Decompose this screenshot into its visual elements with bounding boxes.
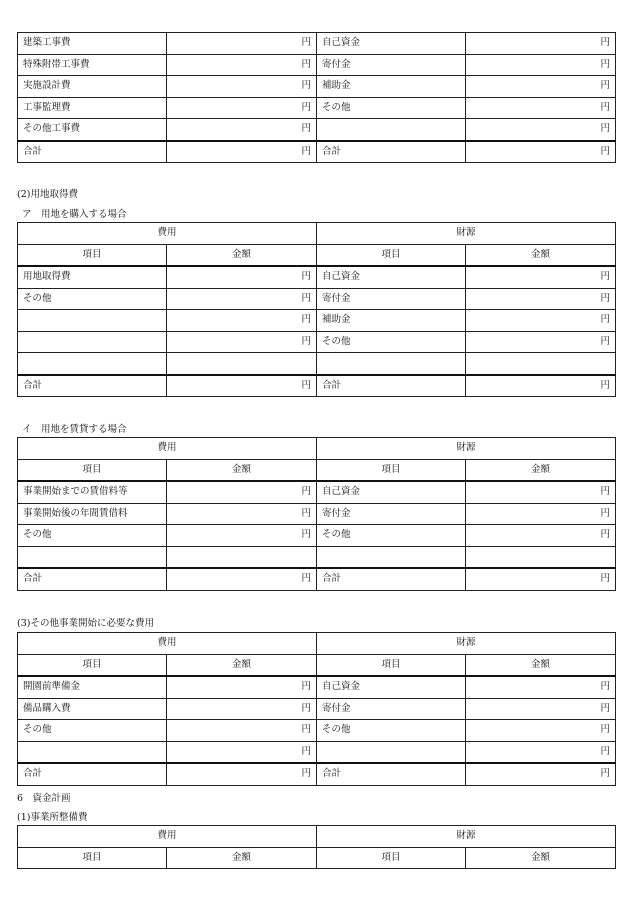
fund-amount: 円 — [466, 331, 616, 353]
header-item: 項目 — [18, 654, 167, 676]
cost-amount: 円 — [167, 266, 317, 288]
fund-item — [317, 119, 466, 141]
total-label: 合計 — [317, 141, 466, 163]
table-header-row — [18, 633, 616, 655]
cost-amount: 円 — [167, 676, 317, 698]
cost-amount: 円 — [167, 698, 317, 720]
cost-amount: 円 — [167, 525, 317, 547]
total-amount: 円 — [167, 141, 317, 163]
fund-amount: 円 — [466, 481, 616, 503]
section-heading: (3)その他事業開始に必要な費用 — [17, 618, 154, 629]
cost-item: その他 — [18, 525, 167, 547]
other-startup-cost-table — [17, 632, 616, 786]
total-label: 合計 — [317, 763, 466, 785]
cost-item: 特殊附帯工事費 — [18, 54, 167, 76]
cost-amount: 円 — [167, 741, 317, 763]
land-purchase-table — [17, 222, 616, 397]
cost-item — [18, 331, 167, 353]
cost-amount: 円 — [167, 33, 317, 55]
subsection-heading: イ 用地を賃貸する場合 — [22, 424, 127, 435]
table-header-row — [18, 223, 616, 245]
fund-item: 自己資金 — [317, 266, 466, 288]
total-amount: 円 — [167, 375, 317, 397]
cost-amount — [167, 353, 317, 375]
table-row — [18, 76, 616, 98]
table-header-row — [18, 244, 616, 266]
cost-item: 備品購入費 — [18, 698, 167, 720]
table-row — [18, 54, 616, 76]
header-amount: 金額 — [167, 847, 317, 869]
cost-amount: 円 — [167, 481, 317, 503]
total-row — [18, 568, 616, 590]
cost-item: その他 — [18, 288, 167, 310]
fund-amount: 円 — [466, 503, 616, 525]
total-amount: 円 — [167, 568, 317, 590]
table-row — [18, 546, 616, 568]
table-header-row — [18, 654, 616, 676]
fund-amount: 円 — [466, 76, 616, 98]
header-cost: 費用 — [18, 438, 317, 460]
cost-amount: 円 — [167, 331, 317, 353]
table-row — [18, 33, 616, 55]
fund-item: その他 — [317, 97, 466, 119]
total-amount: 円 — [466, 568, 616, 590]
header-amount: 金額 — [167, 244, 317, 266]
cost-amount: 円 — [167, 97, 317, 119]
table-row — [18, 525, 616, 547]
header-item: 項目 — [18, 847, 167, 869]
table-row — [18, 720, 616, 742]
fund-item: その他 — [317, 331, 466, 353]
total-label: 合計 — [317, 375, 466, 397]
fund-amount: 円 — [466, 33, 616, 55]
total-label: 合計 — [18, 141, 167, 163]
total-label: 合計 — [317, 568, 466, 590]
fund-amount: 円 — [466, 266, 616, 288]
total-row — [18, 375, 616, 397]
table-row — [18, 741, 616, 763]
header-amount: 金額 — [466, 654, 616, 676]
total-row — [18, 141, 616, 163]
cost-amount: 円 — [167, 310, 317, 332]
header-item: 項目 — [317, 654, 466, 676]
table-row — [18, 353, 616, 375]
table-row — [18, 698, 616, 720]
header-cost: 費用 — [18, 826, 317, 848]
total-row — [18, 763, 616, 785]
header-amount: 金額 — [466, 847, 616, 869]
land-lease-table — [17, 437, 616, 591]
cost-amount — [167, 546, 317, 568]
table-row — [18, 288, 616, 310]
section-heading: (2)用地取得費 — [17, 189, 78, 200]
fund-item: 寄付金 — [317, 503, 466, 525]
fund-item: 自己資金 — [317, 33, 466, 55]
table-header-row — [18, 438, 616, 460]
subsection-heading: (1)事業所整備費 — [17, 812, 88, 823]
header-item: 項目 — [317, 244, 466, 266]
header-item: 項目 — [317, 847, 466, 869]
cost-item — [18, 353, 167, 375]
total-amount: 円 — [466, 141, 616, 163]
fund-item — [317, 741, 466, 763]
header-fund: 財源 — [317, 633, 616, 655]
table-row — [18, 119, 616, 141]
cost-amount: 円 — [167, 288, 317, 310]
header-item: 項目 — [18, 244, 167, 266]
cost-item: 実施設計費 — [18, 76, 167, 98]
total-amount: 円 — [466, 763, 616, 785]
subsection-heading: ア 用地を購入する場合 — [22, 209, 127, 220]
fund-item: その他 — [317, 525, 466, 547]
fund-amount: 円 — [466, 310, 616, 332]
total-label: 合計 — [18, 568, 167, 590]
header-cost: 費用 — [18, 633, 317, 655]
header-amount: 金額 — [466, 459, 616, 481]
cost-amount: 円 — [167, 503, 317, 525]
table-row — [18, 310, 616, 332]
cost-amount: 円 — [167, 54, 317, 76]
header-fund: 財源 — [317, 826, 616, 848]
total-amount: 円 — [466, 375, 616, 397]
fund-amount: 円 — [466, 698, 616, 720]
table-row — [18, 503, 616, 525]
fund-item — [317, 546, 466, 568]
fund-item: 補助金 — [317, 76, 466, 98]
fund-amount: 円 — [466, 525, 616, 547]
cost-item: 事業開始後の年間賃借料 — [18, 503, 167, 525]
header-item: 項目 — [317, 459, 466, 481]
header-item: 項目 — [18, 459, 167, 481]
total-label: 合計 — [18, 763, 167, 785]
table-header-row — [18, 826, 616, 848]
fund-item: 自己資金 — [317, 481, 466, 503]
fund-amount: 円 — [466, 720, 616, 742]
cost-item — [18, 546, 167, 568]
cost-item — [18, 741, 167, 763]
fund-amount: 円 — [466, 97, 616, 119]
section-heading: 6 資金計画 — [17, 793, 71, 804]
cost-item: 用地取得費 — [18, 266, 167, 288]
table-row — [18, 676, 616, 698]
table-row — [18, 481, 616, 503]
fund-amount — [466, 546, 616, 568]
fund-item: その他 — [317, 720, 466, 742]
cost-item: 開園前準備金 — [18, 676, 167, 698]
fund-amount: 円 — [466, 676, 616, 698]
fund-amount — [466, 353, 616, 375]
cost-item: 工事監理費 — [18, 97, 167, 119]
fund-item: 自己資金 — [317, 676, 466, 698]
cost-item: 建築工事費 — [18, 33, 167, 55]
header-amount: 金額 — [167, 459, 317, 481]
header-fund: 財源 — [317, 438, 616, 460]
table-row — [18, 97, 616, 119]
cost-item — [18, 310, 167, 332]
table-row — [18, 331, 616, 353]
facility-cost-table — [17, 825, 616, 869]
cost-amount: 円 — [167, 119, 317, 141]
cost-item: その他 — [18, 720, 167, 742]
cost-amount: 円 — [167, 720, 317, 742]
fund-item: 寄付金 — [317, 288, 466, 310]
fund-item: 寄付金 — [317, 54, 466, 76]
fund-amount: 円 — [466, 119, 616, 141]
cost-item: その他工事費 — [18, 119, 167, 141]
fund-item: 寄付金 — [317, 698, 466, 720]
total-amount: 円 — [167, 763, 317, 785]
cost-item: 事業開始までの賃借料等 — [18, 481, 167, 503]
header-fund: 財源 — [317, 223, 616, 245]
facility-cost-table-continued — [17, 32, 616, 163]
table-header-row — [18, 459, 616, 481]
fund-amount: 円 — [466, 741, 616, 763]
table-header-row — [18, 847, 616, 869]
fund-item — [317, 353, 466, 375]
header-amount: 金額 — [167, 654, 317, 676]
fund-amount: 円 — [466, 288, 616, 310]
fund-item: 補助金 — [317, 310, 466, 332]
fund-amount: 円 — [466, 54, 616, 76]
cost-amount: 円 — [167, 76, 317, 98]
table-row — [18, 266, 616, 288]
header-cost: 費用 — [18, 223, 317, 245]
total-label: 合計 — [18, 375, 167, 397]
header-amount: 金額 — [466, 244, 616, 266]
